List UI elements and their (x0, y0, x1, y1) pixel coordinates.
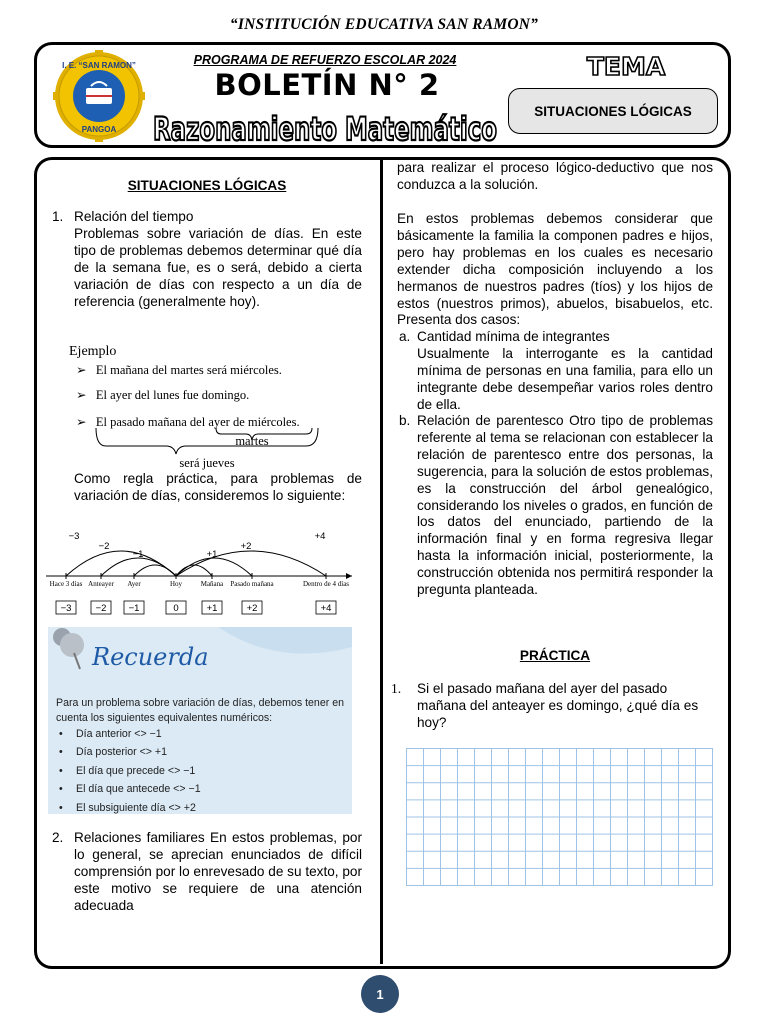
example-braces (66, 344, 322, 474)
day-value: −3 (60, 603, 72, 614)
day-label: Pasado mañana (230, 580, 274, 588)
case-body: Relación de parentesco Otro tipo de problemas referente al tema se relacionan con establecer la relación de parentesco entre dos personas, la sugerencia, para la solución de estos problemas, es la construcción del árbol genealógico, considerando los niveles o grados, en función de los datos del enunciado, partiendo de la información final y en forma regresiva llegar hasta la información inicial, posteriormente, la construcción obtenida nos permitirá responder la pregunta planteada. (417, 413, 713, 598)
arc-label: +1 (206, 549, 218, 560)
day-value: +4 (320, 603, 332, 614)
subject-title (150, 104, 500, 150)
rule-text: Como regla práctica, para problemas de variación de días, consideremos lo siguiente: (74, 471, 362, 503)
answer-grid[interactable] (406, 748, 713, 886)
item-heading: Relación del tiempo (74, 209, 194, 224)
tema-value: SITUACIONES LÓGICAS (534, 103, 692, 119)
item-family-relation (52, 830, 362, 915)
left-title-wrap (52, 178, 362, 195)
section-title: SITUACIONES LÓGICAS (127, 178, 287, 193)
brace-label-2: será jueves (179, 456, 235, 470)
example-line-1: ➢ El mañana del martes será miércoles. (76, 363, 282, 377)
day-value: +1 (206, 603, 218, 614)
timeline-arcs (66, 551, 326, 576)
case-a (399, 329, 713, 414)
day-label: Anteayer (88, 580, 114, 588)
day-label: Ayer (127, 580, 141, 588)
institution-title: “INSTITUCIÓN EDUCATIVA SAN RAMON” (229, 16, 539, 33)
practice-title-wrap (397, 648, 713, 665)
recuerda-list (56, 728, 201, 814)
arrow-icon: ➢ (76, 388, 87, 402)
arc-label: +4 (314, 531, 326, 542)
svg-text:TEMA: TEMA (586, 52, 666, 81)
list-item: • El día que precede <> −1 (59, 764, 196, 777)
list-item: • El subsiguiente día <> +2 (59, 801, 196, 814)
page-number-badge (361, 975, 399, 1013)
day-value: −1 (128, 603, 140, 614)
example-line-2: ➢ El ayer del lunes fue domingo. (76, 388, 250, 402)
day-label: Hoy (169, 580, 183, 588)
example-line-3: ➢ El pasado mañana del ayer de miércoles. (76, 415, 300, 429)
arrow-icon: ➢ (76, 415, 87, 429)
list-item: • El día que antecede <> −1 (59, 783, 201, 796)
day-label: Dentro de 4 días (302, 580, 350, 588)
brace-label-1: martes (235, 434, 269, 448)
recuerda-title: Recuerda (92, 643, 209, 671)
example-box (66, 344, 322, 474)
question-number: 1. (391, 681, 402, 696)
item-body: Relaciones familiares En estos problemas, por lo general, se aprecian enunciados de difícil comprensión por lo enrevesado de su texto, por este motivo se requiere de una atención adecuada (74, 830, 362, 913)
arc-label: −2 (98, 541, 110, 552)
item-time-relation (52, 209, 362, 310)
school-logo (44, 50, 154, 142)
item-number: 1. (52, 209, 64, 224)
right-continuation: para realizar el proceso lógico-deductivo que nos conduzca a la solución. (397, 160, 713, 192)
day-value: −2 (95, 603, 107, 614)
practice-question (391, 681, 713, 732)
column-divider (380, 160, 383, 964)
list-item: • Día posterior <> +1 (59, 746, 167, 759)
logo-bottom-text: PANGOA (81, 125, 117, 134)
case-b (399, 413, 713, 599)
case-heading: Cantidad mínima de integrantes (417, 329, 610, 344)
family-paragraph: En estos problemas debemos considerar que básicamente la familia la componen padres e hijos, pero hay problemas en los cuales es necesario extender dicha composición incluyendo a los hermanos de nuestros padres (tíos) y los hijos de estos (nuestros primos), abuelos, bisabuelos, etc. Presenta dos casos: (397, 211, 713, 328)
day-label: Mañana (200, 580, 224, 588)
practice-title: PRÁCTICA (519, 648, 591, 663)
arc-label: −1 (132, 549, 144, 560)
arc-label: −3 (68, 531, 80, 542)
logo-ring-text: I. E. “SAN RAMON” (62, 61, 136, 70)
bulletin-title: BOLETÍN N° 2 (214, 68, 440, 102)
day-variation-timeline (46, 524, 352, 620)
day-value: +2 (246, 603, 258, 614)
item-body: Problemas sobre variación de días. En este tipo de problemas debemos determinar qué día de la semana fue, es o será, debido a cierta variación de días con respecto a un día de referencia (generalmente hoy). (74, 225, 362, 309)
day-value: 0 (173, 603, 179, 614)
case-letter: b. (399, 413, 411, 428)
arc-label: +2 (240, 541, 252, 552)
svg-text:Razonamiento Matemático: Razonamiento Matemático (153, 110, 497, 148)
day-label: Hace 3 días (49, 580, 83, 588)
recuerda-intro: Para un problema sobre variación de días, debemos tener en cuenta los siguientes equivalentes numéricos: (56, 697, 344, 724)
program-name: PROGRAMA DE REFUERZO ESCOLAR 2024 (193, 53, 457, 67)
page-number: 1 (376, 986, 384, 1002)
question-text: Si el pasado mañana del ayer del pasado mañana del anteayer es domingo, ¿qué día es hoy? (417, 681, 699, 730)
case-body: Usualmente la interrogante es la cantidad mínima de personas en una familia, para ello un integrante debe desempeñar varios roles dentro de ella. (417, 345, 713, 412)
example-label: Ejemplo (69, 344, 117, 359)
case-letter: a. (399, 329, 411, 344)
tema-box (508, 88, 718, 134)
recuerda-box (48, 627, 352, 814)
list-item: • Día anterior <> −1 (59, 728, 162, 740)
arrow-icon: ➢ (76, 363, 87, 377)
tema-label (576, 50, 676, 82)
item-number: 2. (52, 830, 64, 845)
